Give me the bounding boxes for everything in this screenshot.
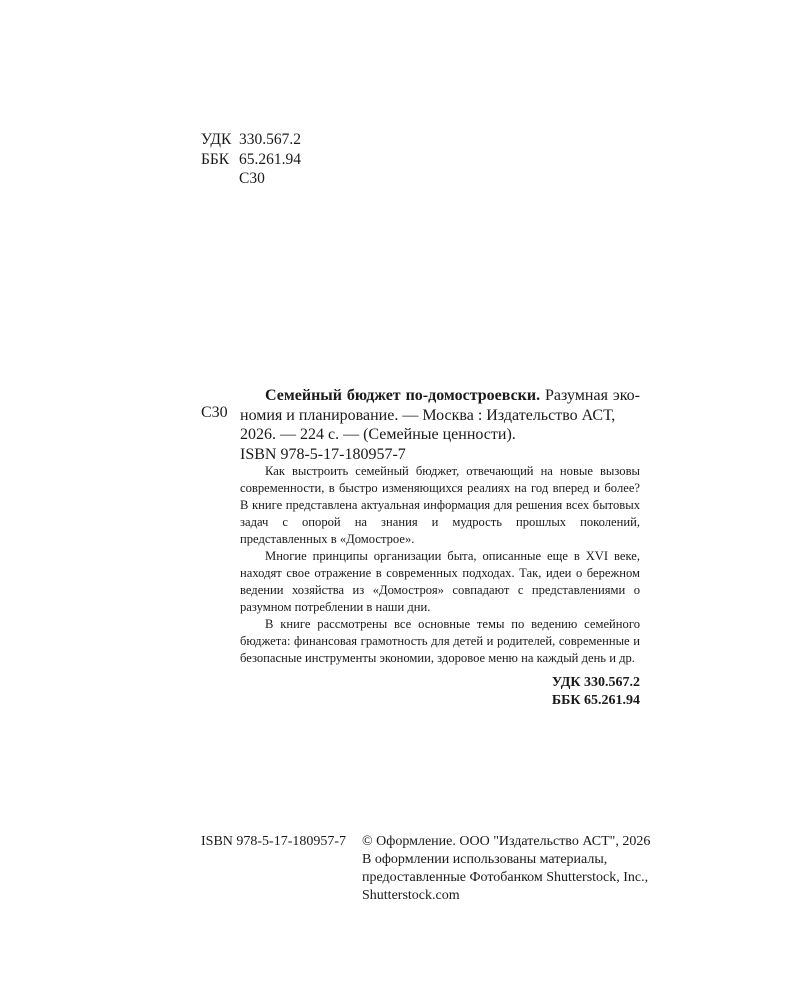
record-line-1 <box>240 386 640 406</box>
copyright-line: Shutterstock.com <box>362 888 460 903</box>
udk-value: 330.567.2 <box>239 131 301 148</box>
bbk-value: 65.261.94 <box>239 150 301 168</box>
udk-row <box>201 130 301 150</box>
author-mark: С30 <box>239 170 265 187</box>
copyright-line: предоставленные Фотобанком Shutterstock, Inc., <box>362 870 649 885</box>
udk-summary: УДК 330.567.2 <box>551 675 640 690</box>
copyright-line: В оформлении использованы материалы, <box>362 852 608 867</box>
book-title: Семейный бюджет по-домостроевски. <box>265 387 541 404</box>
bbk-summary: ББК 65.261.94 <box>551 693 640 708</box>
record-line-1-rest: Разумная эко- <box>540 387 641 404</box>
classification-summary <box>552 674 640 710</box>
record-isbn: ISBN 978-5-17-180957-7 <box>240 445 406 463</box>
classification-block <box>201 130 301 189</box>
record-line-2: номия и планирование. — Москва : Издательство АСТ, <box>240 406 616 424</box>
annotation-paragraph-3: В книге рассмотрены все основные темы по ведению семейного бюджета: финансовая грамотность для детей и родителей, современные и безопасные инструменты экономии, здоровое меню на каждый день и др. <box>240 617 640 665</box>
bibliographic-record <box>240 386 640 464</box>
copyright-line: © Оформление. ООО "Издательство АСТ", 2026 <box>362 834 651 849</box>
annotation <box>240 463 640 667</box>
copyright-block <box>362 833 652 905</box>
record-line-3: 2026. — 224 с. — (Семейные ценности). <box>240 426 516 443</box>
record-author-mark: С30 <box>201 404 228 421</box>
annotation-paragraph-1: Как выстроить семейный бюджет, отвечающий на новые вызовы современности, в быстро изменяющихся реалиях на год вперед и более? В книге представлена актуальная информация для решения всех бытовых задач с опорой на знания и мудрость прошлых поколений, представленных в «Домострое». <box>240 464 640 546</box>
bbk-row <box>201 150 301 170</box>
annotation-paragraph-2: Многие принципы организации быта, описанные еще в XVI веке, находят свое отражение в современных подходах. Так, идеи о бережном ведении хозяйства из «Домостроя» совпадают с представлениями о разумном потреблении в наши дни. <box>240 549 640 614</box>
footer-isbn: ISBN 978-5-17-180957-7 <box>201 834 347 849</box>
author-mark-row <box>201 169 301 189</box>
bbk-label: ББК <box>201 150 230 168</box>
udk-label: УДК <box>201 131 232 148</box>
